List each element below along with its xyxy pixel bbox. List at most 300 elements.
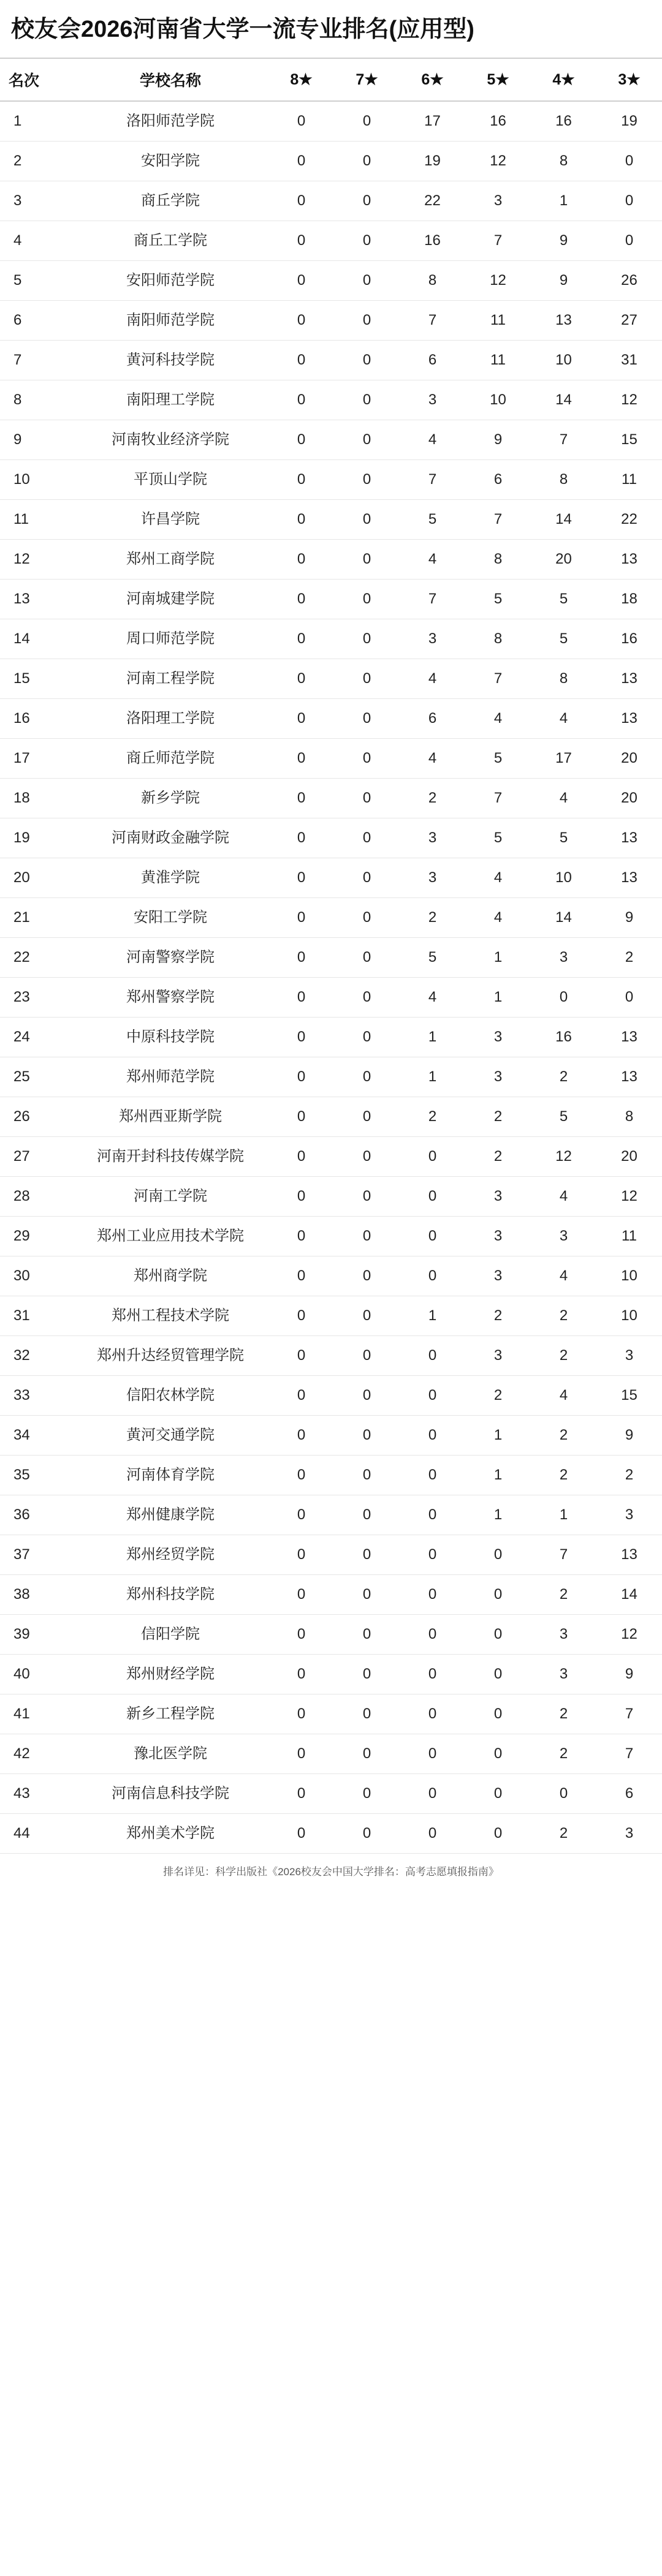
cell-star3: 10 [596,1256,662,1296]
cell-school-name: 郑州美术学院 [72,1813,268,1853]
cell-star3: 2 [596,937,662,977]
cell-star6: 6 [400,698,465,738]
cell-star5: 16 [465,101,531,142]
table-row [0,459,662,499]
column-header-star6: 6★ [400,58,465,101]
cell-star7: 0 [334,1455,400,1495]
cell-star7: 0 [334,1136,400,1176]
cell-star8: 0 [268,1734,334,1773]
cell-star3: 0 [596,181,662,221]
cell-star4: 0 [531,977,596,1017]
cell-star4: 5 [531,1097,596,1136]
table-row [0,539,662,579]
cell-star6: 0 [400,1535,465,1574]
table-row [0,818,662,858]
cell-school-name: 洛阳理工学院 [72,698,268,738]
cell-star7: 0 [334,539,400,579]
table-row [0,778,662,818]
cell-star6: 3 [400,858,465,897]
cell-star5: 9 [465,420,531,459]
cell-star7: 0 [334,1375,400,1415]
cell-star6: 2 [400,778,465,818]
cell-star6: 0 [400,1773,465,1813]
cell-school-name: 郑州工业应用技术学院 [72,1216,268,1256]
cell-rank: 32 [0,1335,72,1375]
cell-star5: 4 [465,858,531,897]
cell-star7: 0 [334,619,400,659]
cell-star7: 0 [334,340,400,380]
cell-rank: 16 [0,698,72,738]
cell-star3: 9 [596,1654,662,1694]
cell-rank: 36 [0,1495,72,1535]
cell-rank: 17 [0,738,72,778]
cell-star7: 0 [334,380,400,420]
table-row [0,300,662,340]
table-row [0,1256,662,1296]
cell-star4: 5 [531,579,596,619]
cell-star8: 0 [268,300,334,340]
cell-star8: 0 [268,420,334,459]
cell-school-name: 新乡学院 [72,778,268,818]
cell-school-name: 安阳工学院 [72,897,268,937]
cell-star4: 13 [531,300,596,340]
cell-school-name: 洛阳师范学院 [72,101,268,142]
cell-star4: 17 [531,738,596,778]
cell-rank: 28 [0,1176,72,1216]
cell-star4: 9 [531,221,596,260]
table-row [0,1495,662,1535]
cell-star8: 0 [268,698,334,738]
cell-star8: 0 [268,1455,334,1495]
table-row [0,260,662,300]
cell-star6: 7 [400,579,465,619]
cell-star3: 3 [596,1813,662,1853]
cell-star7: 0 [334,1097,400,1136]
cell-star4: 3 [531,1654,596,1694]
cell-star8: 0 [268,539,334,579]
cell-rank: 40 [0,1654,72,1694]
table-row [0,499,662,539]
cell-star5: 3 [465,1216,531,1256]
cell-star8: 0 [268,1057,334,1097]
cell-school-name: 河南体育学院 [72,1455,268,1495]
cell-star4: 0 [531,1773,596,1813]
cell-rank: 1 [0,101,72,142]
cell-school-name: 河南警察学院 [72,937,268,977]
cell-school-name: 黄河科技学院 [72,340,268,380]
cell-school-name: 河南开封科技传媒学院 [72,1136,268,1176]
cell-school-name: 河南城建学院 [72,579,268,619]
cell-star6: 4 [400,977,465,1017]
cell-rank: 38 [0,1574,72,1614]
cell-star8: 0 [268,1375,334,1415]
table-row [0,1136,662,1176]
cell-school-name: 南阳师范学院 [72,300,268,340]
cell-star5: 4 [465,897,531,937]
cell-star4: 2 [531,1813,596,1853]
cell-star8: 0 [268,260,334,300]
ranking-table [0,58,662,1854]
cell-star6: 4 [400,539,465,579]
cell-star7: 0 [334,698,400,738]
table-row [0,1773,662,1813]
cell-star7: 0 [334,1017,400,1057]
cell-star5: 3 [465,1057,531,1097]
cell-star7: 0 [334,659,400,698]
cell-star8: 0 [268,1415,334,1455]
cell-star5: 5 [465,579,531,619]
cell-star4: 3 [531,1614,596,1654]
cell-star8: 0 [268,1813,334,1853]
cell-star4: 2 [531,1574,596,1614]
cell-school-name: 信阳农林学院 [72,1375,268,1415]
cell-rank: 20 [0,858,72,897]
cell-star7: 0 [334,300,400,340]
cell-star5: 2 [465,1375,531,1415]
cell-rank: 2 [0,141,72,181]
cell-star5: 0 [465,1694,531,1734]
cell-star8: 0 [268,1535,334,1574]
cell-rank: 6 [0,300,72,340]
cell-school-name: 河南工学院 [72,1176,268,1216]
column-header-rank: 名次 [0,58,72,101]
cell-star5: 0 [465,1734,531,1773]
cell-star5: 1 [465,1415,531,1455]
cell-star7: 0 [334,420,400,459]
table-row [0,181,662,221]
cell-star3: 14 [596,1574,662,1614]
cell-school-name: 商丘工学院 [72,221,268,260]
cell-star6: 4 [400,738,465,778]
cell-star8: 0 [268,778,334,818]
cell-school-name: 郑州科技学院 [72,1574,268,1614]
cell-star3: 3 [596,1495,662,1535]
cell-star3: 12 [596,1176,662,1216]
cell-star8: 0 [268,977,334,1017]
table-row [0,1654,662,1694]
cell-school-name: 南阳理工学院 [72,380,268,420]
cell-star6: 22 [400,181,465,221]
table-row [0,1335,662,1375]
cell-star7: 0 [334,1535,400,1574]
table-body [0,101,662,1854]
cell-school-name: 河南工程学院 [72,659,268,698]
cell-star4: 8 [531,459,596,499]
cell-star4: 2 [531,1734,596,1773]
cell-star5: 0 [465,1535,531,1574]
cell-star4: 14 [531,897,596,937]
table-row [0,659,662,698]
cell-star6: 0 [400,1694,465,1734]
cell-star4: 20 [531,539,596,579]
cell-star4: 8 [531,659,596,698]
cell-school-name: 河南财政金融学院 [72,818,268,858]
cell-rank: 23 [0,977,72,1017]
cell-star6: 0 [400,1654,465,1694]
cell-rank: 4 [0,221,72,260]
cell-star4: 14 [531,380,596,420]
column-header-star7: 7★ [334,58,400,101]
cell-star3: 27 [596,300,662,340]
cell-star5: 1 [465,1455,531,1495]
cell-star6: 0 [400,1455,465,1495]
cell-star4: 14 [531,499,596,539]
cell-star5: 6 [465,459,531,499]
cell-rank: 10 [0,459,72,499]
cell-star8: 0 [268,579,334,619]
cell-star3: 9 [596,1415,662,1455]
cell-star4: 16 [531,101,596,142]
cell-star8: 0 [268,937,334,977]
cell-school-name: 新乡工程学院 [72,1694,268,1734]
cell-rank: 9 [0,420,72,459]
cell-rank: 41 [0,1694,72,1734]
cell-star8: 0 [268,1773,334,1813]
table-row [0,1097,662,1136]
cell-star4: 7 [531,420,596,459]
cell-star3: 11 [596,459,662,499]
cell-star5: 2 [465,1296,531,1335]
cell-star4: 1 [531,1495,596,1535]
cell-star6: 4 [400,420,465,459]
cell-star3: 19 [596,101,662,142]
table-row [0,1216,662,1256]
cell-star7: 0 [334,459,400,499]
cell-star8: 0 [268,1097,334,1136]
cell-star7: 0 [334,1216,400,1256]
table-row [0,619,662,659]
cell-star7: 0 [334,1057,400,1097]
table-header [0,58,662,101]
table-row [0,1296,662,1335]
table-row [0,1535,662,1574]
cell-star6: 2 [400,1097,465,1136]
cell-rank: 35 [0,1455,72,1495]
cell-star6: 0 [400,1614,465,1654]
cell-star3: 8 [596,1097,662,1136]
cell-star4: 7 [531,1535,596,1574]
cell-star8: 0 [268,380,334,420]
cell-star3: 20 [596,738,662,778]
cell-star4: 10 [531,340,596,380]
cell-rank: 11 [0,499,72,539]
cell-star6: 5 [400,499,465,539]
table-row [0,1415,662,1455]
cell-star5: 11 [465,300,531,340]
cell-rank: 3 [0,181,72,221]
cell-star8: 0 [268,1654,334,1694]
cell-star5: 1 [465,1495,531,1535]
table-row [0,1057,662,1097]
cell-star5: 7 [465,499,531,539]
cell-school-name: 平顶山学院 [72,459,268,499]
cell-star6: 1 [400,1017,465,1057]
cell-star4: 4 [531,1176,596,1216]
cell-star6: 3 [400,818,465,858]
cell-star7: 0 [334,221,400,260]
cell-star8: 0 [268,738,334,778]
cell-star7: 0 [334,897,400,937]
cell-rank: 39 [0,1614,72,1654]
cell-star5: 3 [465,1017,531,1057]
cell-star4: 2 [531,1455,596,1495]
cell-rank: 18 [0,778,72,818]
cell-star6: 0 [400,1335,465,1375]
cell-rank: 25 [0,1057,72,1097]
cell-school-name: 郑州工商学院 [72,539,268,579]
cell-star4: 2 [531,1057,596,1097]
cell-star8: 0 [268,181,334,221]
cell-star6: 0 [400,1375,465,1415]
table-row [0,937,662,977]
cell-school-name: 郑州经贸学院 [72,1535,268,1574]
cell-star3: 16 [596,619,662,659]
cell-star7: 0 [334,1296,400,1335]
cell-star5: 2 [465,1097,531,1136]
page-title: 校友会2026河南省大学一流专业排名(应用型) [11,17,474,42]
cell-star7: 0 [334,579,400,619]
cell-star6: 17 [400,101,465,142]
cell-star4: 2 [531,1694,596,1734]
cell-star7: 0 [334,977,400,1017]
cell-school-name: 郑州工程技术学院 [72,1296,268,1335]
cell-star7: 0 [334,1574,400,1614]
cell-star3: 13 [596,698,662,738]
cell-star3: 12 [596,380,662,420]
cell-star6: 5 [400,937,465,977]
cell-star6: 2 [400,897,465,937]
cell-star5: 1 [465,937,531,977]
cell-star6: 1 [400,1296,465,1335]
cell-star5: 0 [465,1654,531,1694]
table-row [0,1574,662,1614]
cell-star8: 0 [268,340,334,380]
cell-star7: 0 [334,937,400,977]
cell-school-name: 郑州西亚斯学院 [72,1097,268,1136]
cell-star3: 7 [596,1694,662,1734]
cell-school-name: 商丘师范学院 [72,738,268,778]
cell-star3: 10 [596,1296,662,1335]
table-row [0,698,662,738]
column-header-star5: 5★ [465,58,531,101]
table-row [0,1017,662,1057]
cell-star3: 18 [596,579,662,619]
cell-star3: 0 [596,141,662,181]
cell-rank: 7 [0,340,72,380]
cell-star8: 0 [268,459,334,499]
cell-star8: 0 [268,101,334,142]
cell-star5: 5 [465,818,531,858]
cell-star5: 7 [465,221,531,260]
cell-rank: 26 [0,1097,72,1136]
cell-school-name: 许昌学院 [72,499,268,539]
cell-star4: 16 [531,1017,596,1057]
cell-star8: 0 [268,221,334,260]
table-row [0,1694,662,1734]
cell-star3: 20 [596,1136,662,1176]
cell-rank: 8 [0,380,72,420]
cell-star5: 0 [465,1813,531,1853]
column-header-star4: 4★ [531,58,596,101]
cell-star7: 0 [334,1256,400,1296]
cell-star3: 13 [596,539,662,579]
cell-school-name: 郑州健康学院 [72,1495,268,1535]
cell-school-name: 安阳师范学院 [72,260,268,300]
cell-school-name: 安阳学院 [72,141,268,181]
cell-rank: 31 [0,1296,72,1335]
cell-star6: 7 [400,300,465,340]
cell-star5: 1 [465,977,531,1017]
cell-star7: 0 [334,1654,400,1694]
cell-star3: 0 [596,221,662,260]
cell-star3: 3 [596,1335,662,1375]
table-row [0,340,662,380]
cell-school-name: 郑州商学院 [72,1256,268,1296]
cell-star3: 13 [596,1057,662,1097]
cell-star4: 10 [531,858,596,897]
cell-star7: 0 [334,260,400,300]
cell-star8: 0 [268,858,334,897]
cell-star3: 15 [596,420,662,459]
cell-star6: 6 [400,340,465,380]
cell-school-name: 中原科技学院 [72,1017,268,1057]
table-row [0,1176,662,1216]
cell-star8: 0 [268,1574,334,1614]
cell-star5: 3 [465,1256,531,1296]
table-row [0,738,662,778]
cell-star4: 3 [531,937,596,977]
cell-star7: 0 [334,1335,400,1375]
cell-star6: 8 [400,260,465,300]
cell-star3: 0 [596,977,662,1017]
cell-star5: 4 [465,698,531,738]
cell-star3: 31 [596,340,662,380]
cell-star3: 15 [596,1375,662,1415]
cell-star7: 0 [334,1773,400,1813]
cell-star4: 8 [531,141,596,181]
cell-star6: 3 [400,380,465,420]
cell-star6: 0 [400,1415,465,1455]
cell-star6: 16 [400,221,465,260]
cell-rank: 29 [0,1216,72,1256]
cell-rank: 12 [0,539,72,579]
column-header-school-name: 学校名称 [72,58,268,101]
cell-star6: 0 [400,1813,465,1853]
table-header-row [0,58,662,101]
table-row [0,1813,662,1853]
cell-star5: 0 [465,1614,531,1654]
cell-star5: 3 [465,1335,531,1375]
cell-star4: 9 [531,260,596,300]
cell-star8: 0 [268,1495,334,1535]
table-row [0,141,662,181]
cell-rank: 22 [0,937,72,977]
cell-star5: 10 [465,380,531,420]
cell-star6: 0 [400,1216,465,1256]
table-row [0,579,662,619]
cell-rank: 44 [0,1813,72,1853]
cell-school-name: 河南信息科技学院 [72,1773,268,1813]
cell-star4: 2 [531,1296,596,1335]
cell-star6: 7 [400,459,465,499]
cell-star5: 11 [465,340,531,380]
cell-star7: 0 [334,858,400,897]
cell-star6: 0 [400,1176,465,1216]
cell-star8: 0 [268,1176,334,1216]
cell-star6: 19 [400,141,465,181]
table-row [0,101,662,142]
cell-rank: 42 [0,1734,72,1773]
